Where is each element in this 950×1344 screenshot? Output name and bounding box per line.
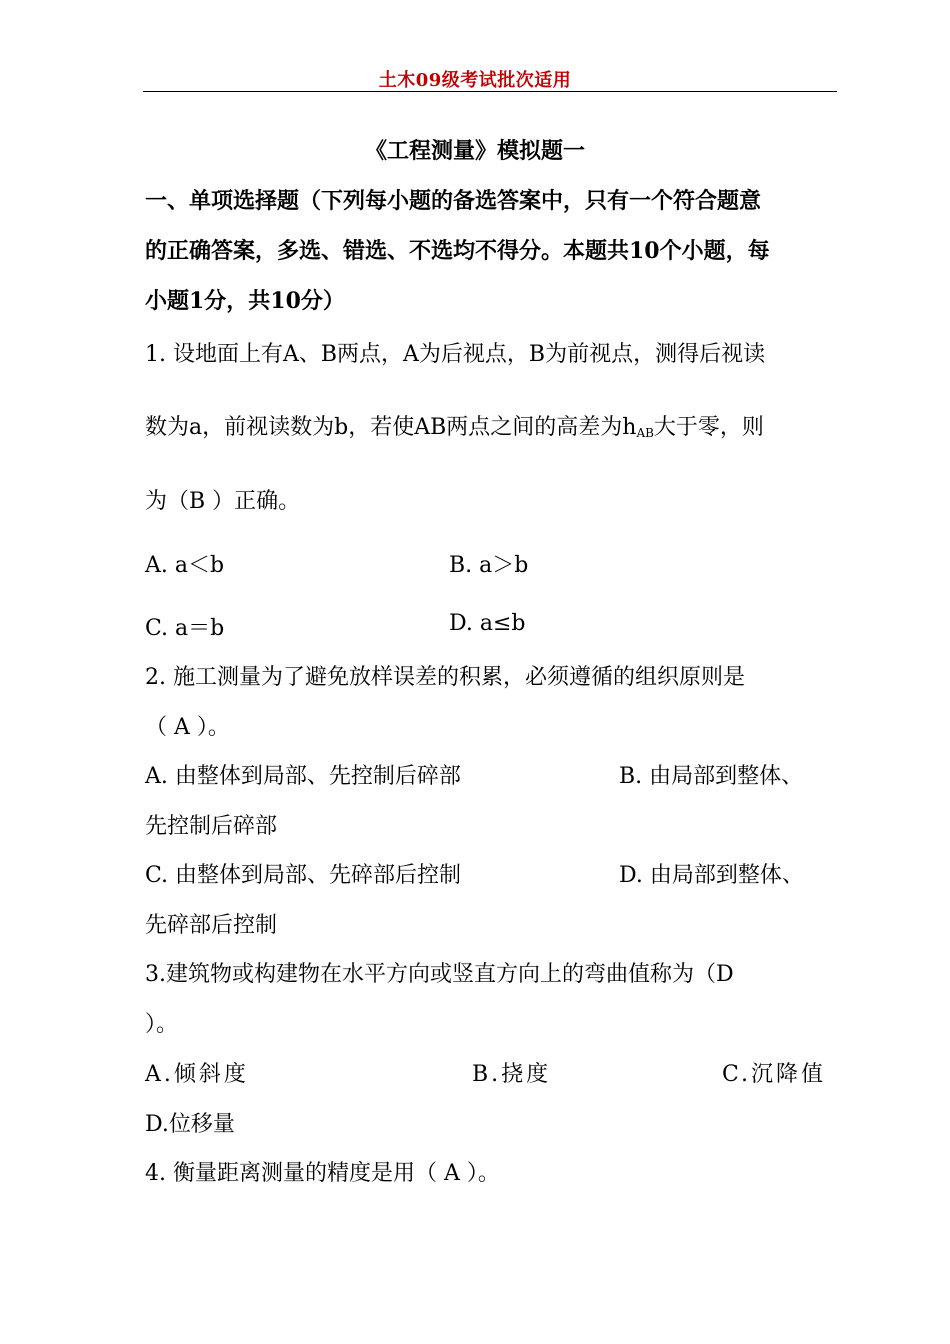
page-header: 土木09级考试批次适用 bbox=[378, 70, 572, 91]
question-3-option-b: B.挠度 bbox=[472, 1062, 552, 1087]
question-1-line-2 bbox=[145, 410, 764, 441]
question-2-option-d: D. 由局部到整体、 bbox=[619, 863, 804, 888]
section-heading-line-2: 的正确答案，多选、错选、不选均不得分。本题共10个小题，每 bbox=[145, 238, 770, 264]
question-3-option-a: A.倾斜度 bbox=[145, 1062, 249, 1087]
question-2-line-2: （ A ）。 bbox=[145, 715, 230, 740]
question-3-line-1: 3.建筑物或构建物在水平方向或竖直方向上的弯曲值称为（D bbox=[145, 962, 734, 987]
header-rule bbox=[143, 91, 837, 92]
question-2-option-b-continued: 先控制后碎部 bbox=[145, 814, 278, 839]
question-4-line-1: 4. 衡量距离测量的精度是用（ A ）。 bbox=[145, 1161, 500, 1186]
question-3-option-c: C.沉降值 bbox=[722, 1062, 827, 1087]
question-2-option-b: B. 由局部到整体、 bbox=[619, 764, 804, 789]
question-1-option-c: C. a＝b bbox=[145, 616, 225, 641]
question-3-option-d: D.位移量 bbox=[145, 1112, 235, 1137]
question-2-option-a: A. 由整体到局部、先控制后碎部 bbox=[145, 764, 461, 789]
question-2-option-d-continued: 先碎部后控制 bbox=[145, 913, 278, 938]
question-3-line-2: ）。 bbox=[145, 1012, 179, 1037]
question-1-text-b: 大于零，则 bbox=[653, 415, 764, 440]
question-1-line-1: 1. 设地面上有A、B两点，A为后视点，B为前视点，测得后视读 bbox=[145, 342, 766, 367]
question-1-line-3: 为（B ）正确。 bbox=[145, 489, 301, 514]
section-heading-line-3: 小题1分，共10分） bbox=[145, 288, 345, 314]
question-2-line-1: 2. 施工测量为了避免放样误差的积累，必须遵循的组织原则是 bbox=[145, 665, 745, 690]
question-2-option-c: C. 由整体到局部、先碎部后控制 bbox=[145, 863, 462, 888]
question-1-subscript: AB bbox=[636, 426, 654, 440]
question-1-option-a: A. a＜b bbox=[145, 553, 225, 578]
question-1-text-a: 数为a，前视读数为b，若使AB两点之间的高差为h bbox=[145, 415, 637, 440]
question-1-option-d: D. a≤b bbox=[449, 611, 526, 636]
question-1-option-b: B. a＞b bbox=[449, 553, 529, 578]
document-title: 《工程测量》模拟题一 bbox=[364, 138, 585, 164]
section-heading-line-1: 一、单项选择题（下列每小题的备选答案中，只有一个符合题意 bbox=[145, 188, 762, 214]
